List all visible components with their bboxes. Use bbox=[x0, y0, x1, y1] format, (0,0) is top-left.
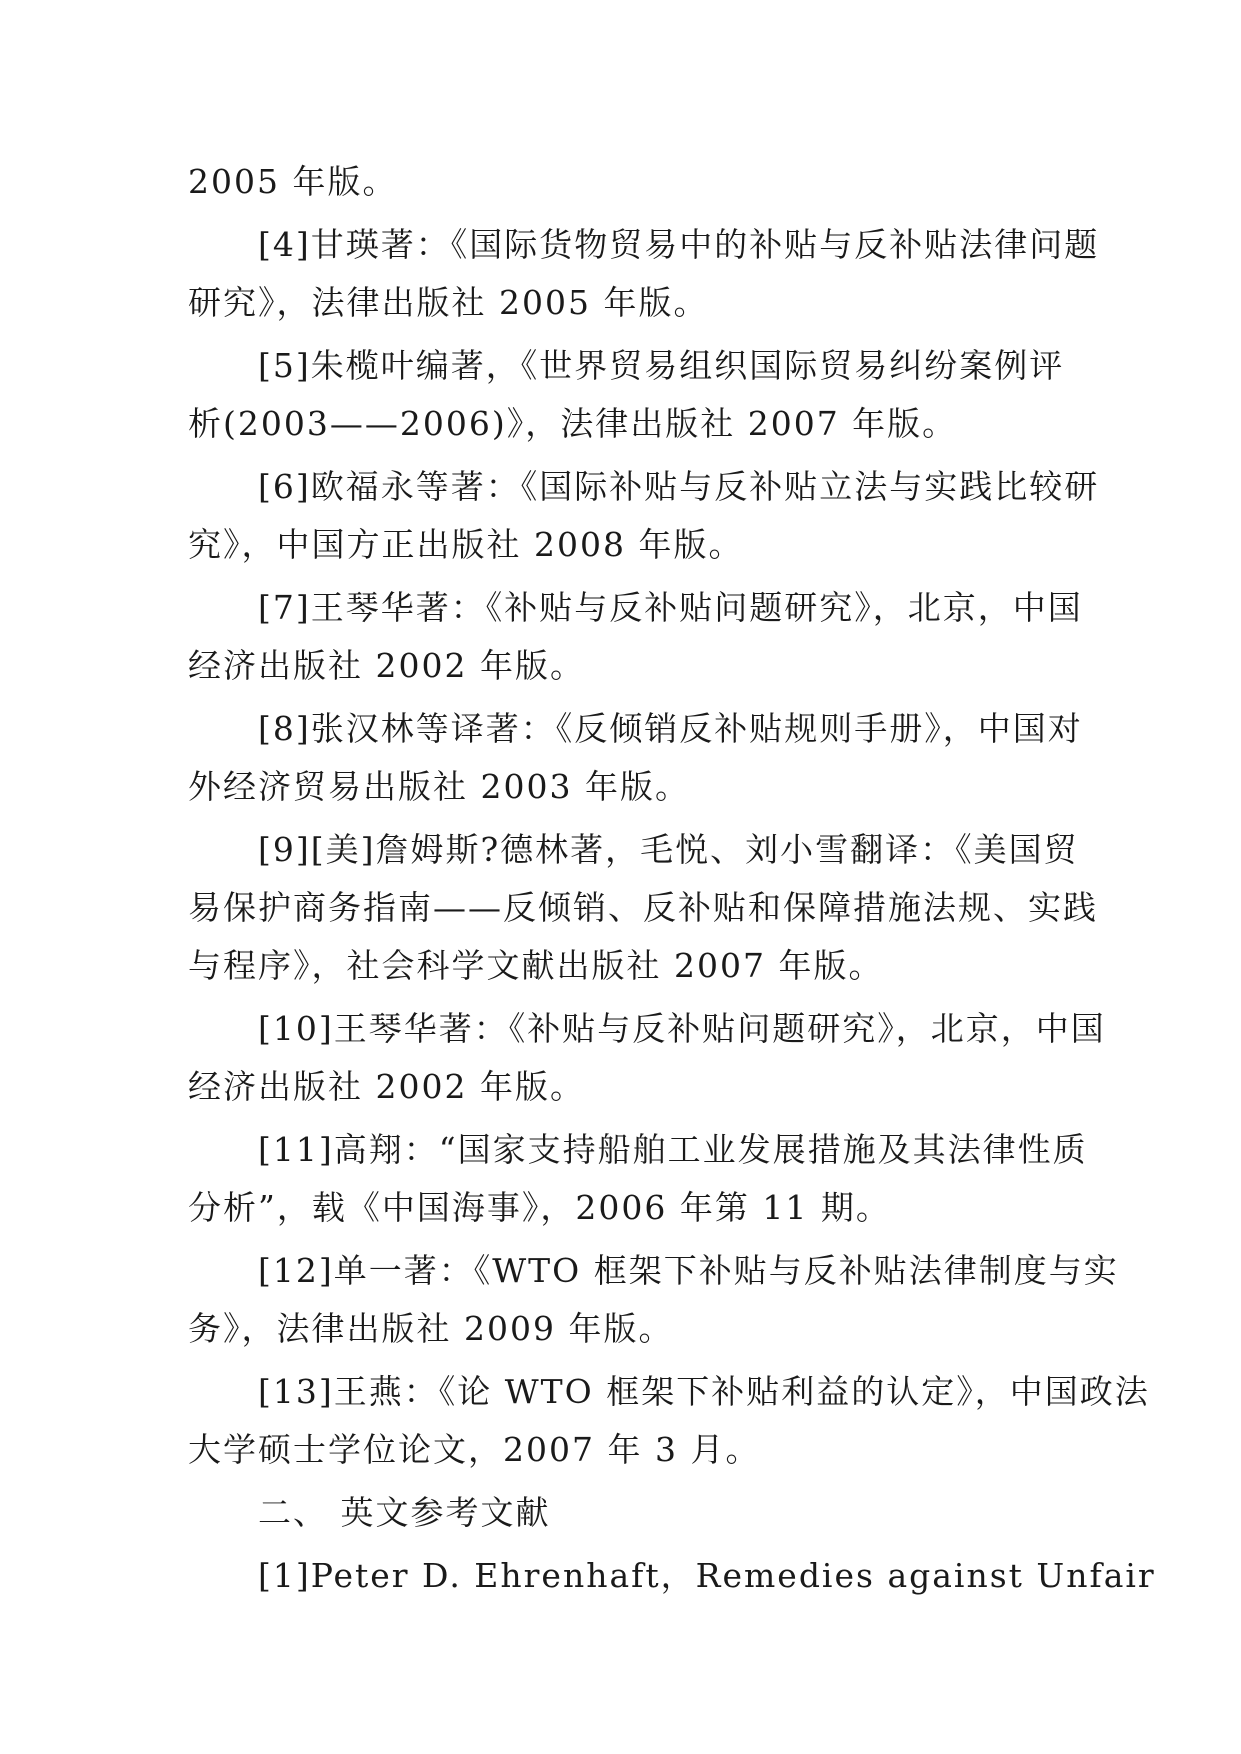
reference-6-line-1: [6]欧福永等著：《国际补贴与反补贴立法与实践比较研 bbox=[258, 467, 1100, 506]
reference-9-line-1: [9][美]詹姆斯?德林著，毛悦、刘小雪翻译：《美国贸 bbox=[258, 830, 1079, 869]
reference-11-line-1: [11]高翔：“国家支持船舶工业发展措施及其法律性质 bbox=[258, 1130, 1088, 1169]
reference-4-line-2: 研究》，法律出版社 2005 年版。 bbox=[188, 283, 709, 322]
english-reference-1-line-1: [1]Peter D. Ehrenhaft，Remedies against Unfair bbox=[258, 1556, 1156, 1595]
reference-10-line-1: [10]王琴华著：《补贴与反补贴问题研究》，北京，中国 bbox=[258, 1009, 1106, 1048]
reference-4-line-1: [4]甘瑛著：《国际货物贸易中的补贴与反补贴法律问题 bbox=[258, 225, 1100, 264]
reference-13-line-1: [13]王燕：《论 WTO 框架下补贴利益的认定》，中国政法 bbox=[258, 1372, 1150, 1411]
reference-9-line-2: 易保护商务指南——反倾销、反补贴和保障措施法规、实践 bbox=[188, 888, 1098, 927]
text-line: 2005 年版。 bbox=[188, 162, 398, 201]
reference-7-line-1: [7]王琴华著：《补贴与反补贴问题研究》，北京，中国 bbox=[258, 588, 1083, 627]
reference-13-line-2: 大学硕士学位论文，2007 年 3 月。 bbox=[188, 1430, 761, 1469]
reference-5-line-2: 析(2003——2006)》，法律出版社 2007 年版。 bbox=[188, 404, 958, 443]
reference-12-line-1: [12]单一著：《WTO 框架下补贴与反补贴法律制度与实 bbox=[258, 1251, 1119, 1290]
reference-8-line-2: 外经济贸易出版社 2003 年版。 bbox=[188, 767, 690, 806]
reference-8-line-1: [8]张汉林等译著：《反倾销反补贴规则手册》，中国对 bbox=[258, 709, 1083, 748]
reference-10-line-2: 经济出版社 2002 年版。 bbox=[188, 1067, 585, 1106]
reference-9-line-3: 与程序》，社会科学文献出版社 2007 年版。 bbox=[188, 946, 884, 985]
reference-6-line-2: 究》，中国方正出版社 2008 年版。 bbox=[188, 525, 744, 564]
reference-12-line-2: 务》，法律出版社 2009 年版。 bbox=[188, 1309, 674, 1348]
reference-5-line-1: [5]朱榄叶编著，《世界贸易组织国际贸易纠纷案例评 bbox=[258, 346, 1065, 385]
reference-11-line-2: 分析”，载《中国海事》，2006 年第 11 期。 bbox=[188, 1188, 891, 1227]
reference-7-line-2: 经济出版社 2002 年版。 bbox=[188, 646, 585, 685]
section-heading: 二、 英文参考文献 bbox=[258, 1493, 551, 1532]
